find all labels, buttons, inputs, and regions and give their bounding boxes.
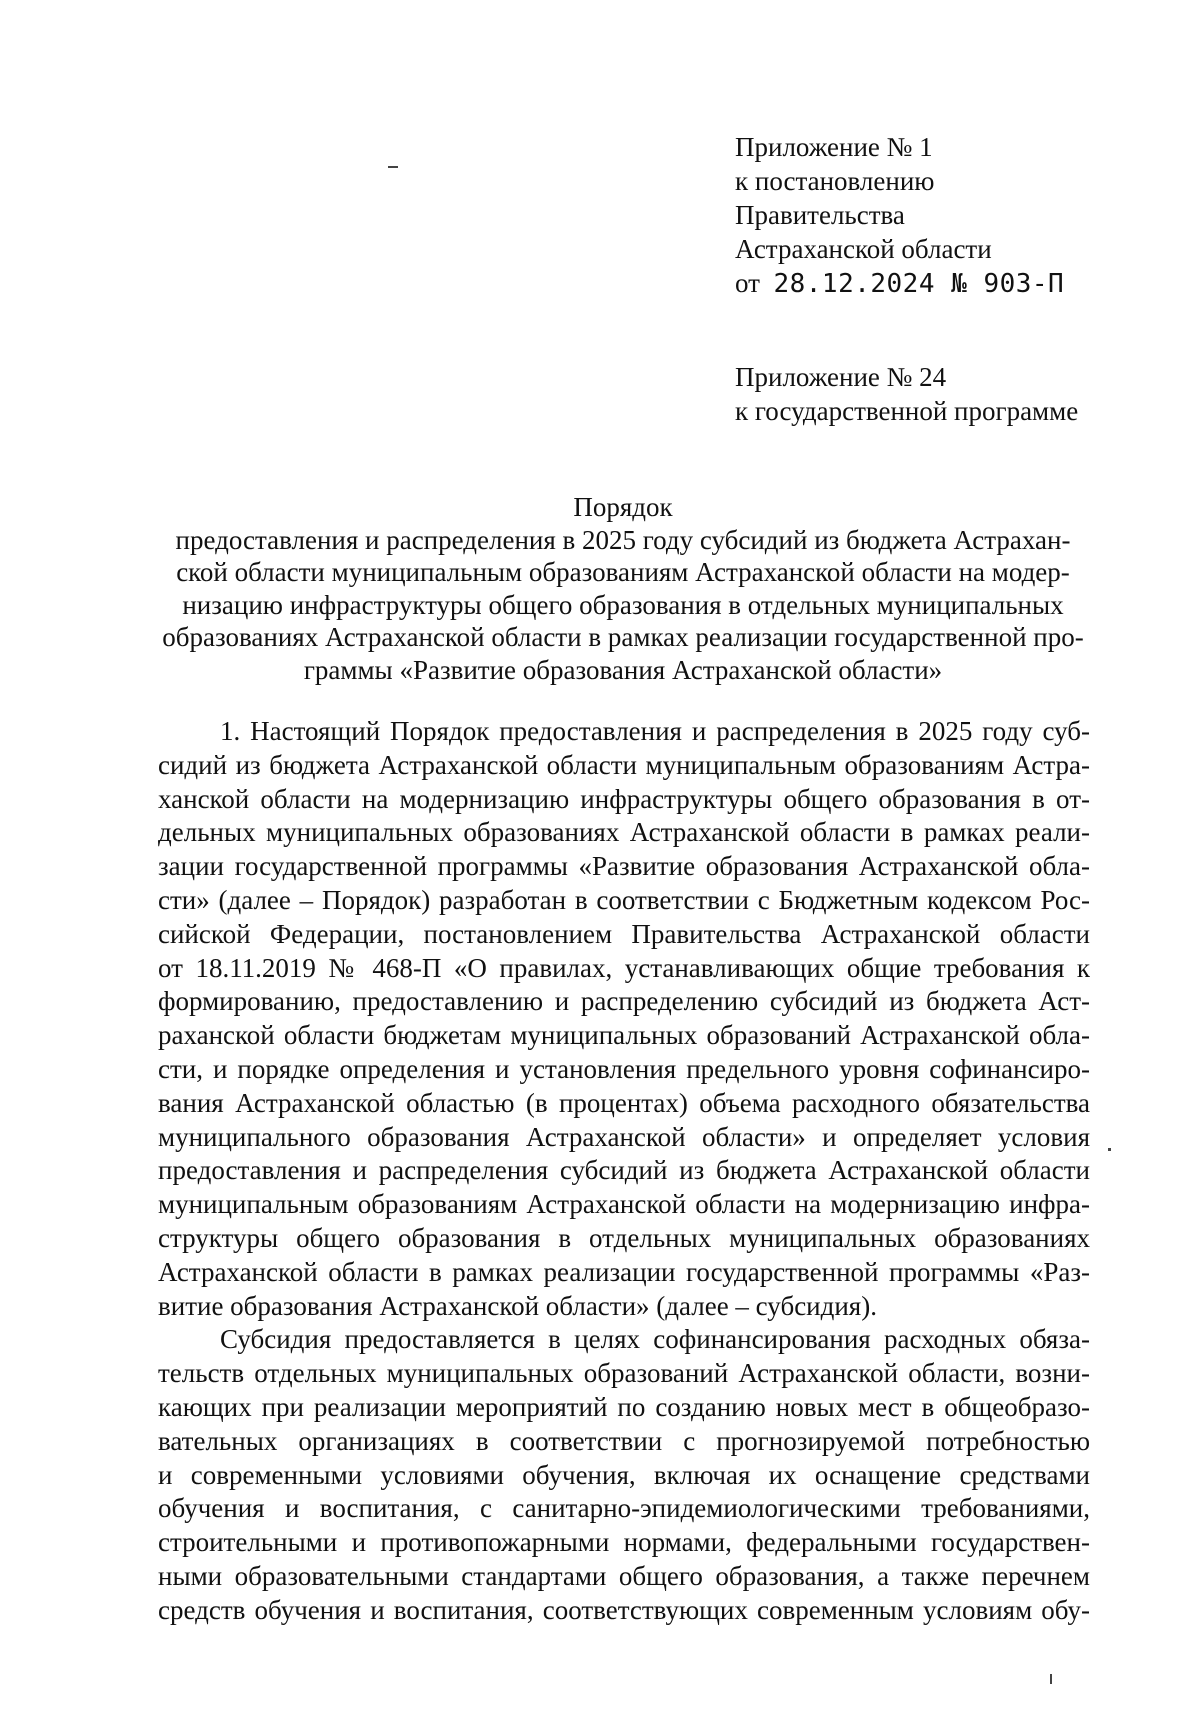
annex-1-authority: Правительства — [735, 200, 905, 230]
annex-1-title: Приложение № 1 — [735, 132, 933, 162]
annex-1-date-prefix: от — [735, 268, 760, 298]
paragraph-line: формированию, предоставлению и распределению субсидий из бюджета Аст- — [158, 986, 1090, 1017]
paragraph-line: витие образования Астраханской области» (далее – субсидия). — [158, 1290, 877, 1321]
paragraph-line: ными образовательными стандартами общего образования, а также перечнем — [158, 1560, 1090, 1591]
paragraph-line: дельных муниципальных образованиях Астраханской области в рамках реали- — [158, 817, 1090, 848]
annex-24-header — [735, 360, 1078, 428]
paragraph-line: обучения и воспитания, с санитарно-эпидемиологическими требованиями, — [158, 1493, 1090, 1524]
annex-1-date-line — [735, 266, 1064, 301]
paragraph-line: зации государственной программы «Развитие образования Астраханской обла- — [158, 851, 1090, 882]
paragraph-line: предоставления и распределения субсидий из бюджета Астраханской области — [158, 1155, 1090, 1186]
paragraph-line: сти» (далее – Порядок) разработан в соответствии с Бюджетным кодексом Рос- — [158, 884, 1090, 915]
title-line: образованиях Астраханской области в рамках реализации государственной про- — [162, 622, 1084, 652]
paragraph-line: сти, и порядке определения и установления предельного уровня софинансиро- — [158, 1053, 1090, 1084]
paragraph-line: кающих при реализации мероприятий по созданию новых мест в общеобразо- — [158, 1391, 1090, 1422]
annex-1-header — [735, 130, 1064, 301]
annex-24-title: Приложение № 24 — [735, 362, 947, 392]
paragraph-line: сийской Федерации, постановлением Правительства Астраханской области — [158, 918, 1090, 949]
paragraph-line: от 18.11.2019 № 468-П «О правилах, устанавливающих общие требования к — [158, 952, 1090, 983]
paragraph-line: строительными и противопожарными нормами, федеральными государствен- — [158, 1527, 1090, 1558]
paragraph-line: и современными условиями обучения, включая их оснащение средствами — [158, 1459, 1090, 1490]
title-line: граммы «Развитие образования Астраханской области» — [303, 654, 943, 685]
annex-1-subtitle: к постановлению — [735, 166, 935, 196]
paragraph-line: вания Астраханской областью (в процентах) объема расходного обязательства — [158, 1087, 1090, 1118]
paragraph-line: муниципального образования Астраханской области» и определяет условия — [158, 1121, 1090, 1152]
title-heading: Порядок — [573, 492, 673, 522]
title-line: предоставления и распределения в 2025 году субсидий из бюджета Астрахан- — [175, 524, 1071, 555]
paragraph-line: Субсидия предоставляется в целях софинансирования расходных обяза- — [220, 1324, 1090, 1355]
annex-1-region: Астраханской области — [735, 234, 992, 264]
paragraph-line: Астраханской области в рамках реализации государственной программы «Раз- — [158, 1256, 1090, 1287]
paragraph-1 — [158, 715, 1090, 1323]
paragraph-line: сидий из бюджета Астраханской области муниципальным образованиям Астра- — [158, 749, 1090, 780]
title-line: ской области муниципальным образованиям Астраханской области на модер- — [176, 557, 1070, 587]
annex-24-subtitle: к государственной программе — [735, 396, 1079, 426]
title-line: низацию инфраструктуры общего образования в отдельных муниципальных — [182, 589, 1064, 620]
document-title — [158, 491, 1088, 686]
paragraph-line: раханской области бюджетам муниципальных образований Астраханской обла- — [158, 1020, 1090, 1051]
paragraph-line: вательных организациях в соответствии с прогнозируемой потребностью — [158, 1425, 1090, 1456]
paragraph-line: средств обучения и воспитания, соответствующих современным условиям обу- — [158, 1594, 1090, 1625]
paragraph-line: 1. Настоящий Порядок предоставления и распределения в 2025 году суб- — [220, 716, 1090, 746]
scan-speck — [388, 166, 398, 168]
document-body — [158, 715, 1090, 1628]
annex-1-date-number: 28.12.2024 № 903-П — [773, 269, 1065, 299]
paragraph-line: муниципальным образованиям Астраханской области на модернизацию инфра- — [158, 1189, 1090, 1220]
paragraph-line: ханской области на модернизацию инфраструктуры общего образования в от- — [158, 783, 1090, 814]
paragraph-line: тельств отдельных муниципальных образований Астраханской области, возни- — [158, 1358, 1090, 1389]
paragraph-2 — [158, 1323, 1090, 1627]
scan-speck — [1050, 1674, 1052, 1684]
scan-speck — [1108, 1148, 1111, 1151]
paragraph-line: структуры общего образования в отдельных муниципальных образованиях — [158, 1222, 1090, 1253]
